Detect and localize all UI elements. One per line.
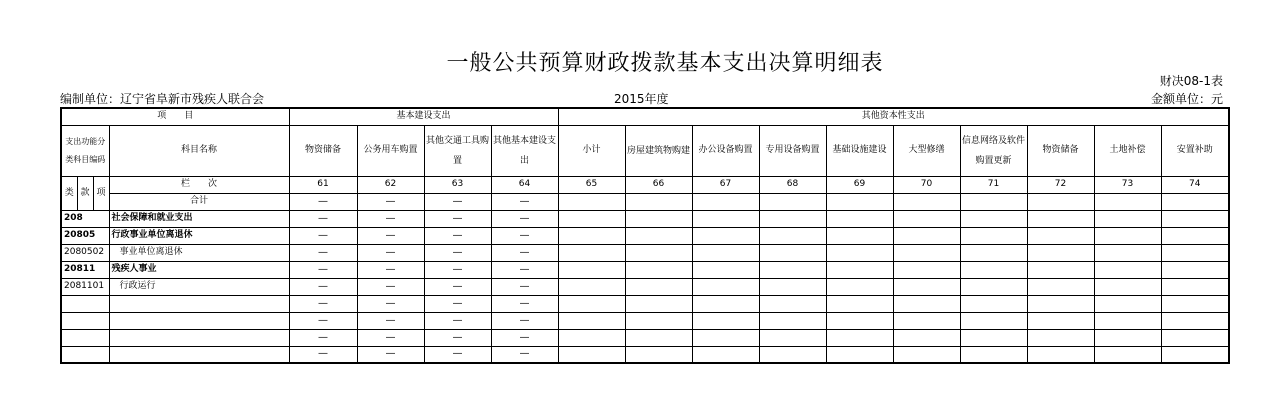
dash-cell: — (491, 346, 558, 363)
dash-cell: — (357, 295, 424, 312)
empty-cell (826, 346, 893, 363)
empty-cell (960, 278, 1027, 295)
empty-cell (759, 346, 826, 363)
dash-cell: — (424, 295, 491, 312)
empty-cell (1027, 278, 1094, 295)
empty-cell (625, 261, 692, 278)
empty-cell (1027, 329, 1094, 346)
dash-cell: — (357, 329, 424, 346)
col-num: 67 (692, 176, 759, 193)
table-row (61, 278, 1229, 295)
row-name (109, 329, 289, 346)
dash-cell: — (424, 278, 491, 295)
row-code (61, 346, 109, 363)
row-name (109, 295, 289, 312)
empty-cell (1094, 329, 1161, 346)
col-header: 小计 (558, 125, 625, 176)
empty-cell (826, 295, 893, 312)
empty-cell (826, 261, 893, 278)
empty-cell (1027, 227, 1094, 244)
empty-cell (759, 278, 826, 295)
empty-cell (759, 329, 826, 346)
empty-cell (692, 244, 759, 261)
empty-cell (558, 329, 625, 346)
empty-cell (893, 244, 960, 261)
dash-cell: — (424, 329, 491, 346)
empty-cell (893, 312, 960, 329)
empty-cell (1094, 210, 1161, 227)
dash-cell: — (491, 261, 558, 278)
dash-cell: — (491, 244, 558, 261)
empty-cell (893, 210, 960, 227)
empty-cell (1027, 295, 1094, 312)
fiscal-year: 2015年度 (614, 92, 669, 106)
empty-cell (1161, 329, 1229, 346)
empty-cell (893, 295, 960, 312)
row-name: 行政运行 (109, 278, 289, 295)
empty-cell (1027, 346, 1094, 363)
empty-cell (1161, 312, 1229, 329)
dash-cell: — (289, 295, 357, 312)
col-header: 其他基本建设支出 (491, 125, 558, 176)
empty-cell (558, 295, 625, 312)
empty-cell (826, 312, 893, 329)
header-project: 项 目 (61, 108, 289, 125)
col-header: 信息网络及软件购置更新 (960, 125, 1027, 176)
empty-cell (1094, 261, 1161, 278)
empty-cell (1161, 227, 1229, 244)
row-name: 行政事业单位离退休 (109, 227, 289, 244)
row-code: 208 (61, 210, 109, 227)
dash-cell: — (289, 346, 357, 363)
dash-cell: — (289, 261, 357, 278)
empty-cell (893, 346, 960, 363)
col-num: 72 (1027, 176, 1094, 193)
col-header: 专用设备购置 (759, 125, 826, 176)
empty-cell (625, 346, 692, 363)
empty-cell (759, 227, 826, 244)
empty-cell (692, 295, 759, 312)
table-row (61, 261, 1229, 278)
empty-cell (960, 261, 1027, 278)
empty-cell (1094, 295, 1161, 312)
col-header: 公务用车购置 (357, 125, 424, 176)
empty-cell (960, 244, 1027, 261)
dash-cell: — (289, 278, 357, 295)
empty-cell (759, 210, 826, 227)
dash-cell: — (357, 312, 424, 329)
dash-cell: — (424, 261, 491, 278)
budget-table (60, 107, 1230, 364)
dash-cell: — (289, 210, 357, 227)
col-header: 安置补助 (1161, 125, 1229, 176)
row-code: 20811 (61, 261, 109, 278)
table-row (61, 210, 1229, 227)
dash-cell: — (424, 227, 491, 244)
dash-cell: — (424, 193, 491, 210)
row-code (61, 295, 109, 312)
dash-cell: — (289, 193, 357, 210)
row-code (61, 329, 109, 346)
dash-cell: — (491, 193, 558, 210)
col-header: 大型修缮 (893, 125, 960, 176)
dash-cell: — (357, 193, 424, 210)
col-num: 61 (289, 176, 357, 193)
header-subject-name: 科目名称 (109, 125, 289, 176)
header-lei: 类 (61, 176, 77, 210)
empty-cell (1094, 312, 1161, 329)
total-label: 合计 (109, 193, 289, 210)
empty-cell (625, 312, 692, 329)
empty-cell (893, 278, 960, 295)
row-code (61, 312, 109, 329)
empty-cell (1027, 210, 1094, 227)
col-num: 64 (491, 176, 558, 193)
table-row (61, 295, 1229, 312)
empty-cell (558, 312, 625, 329)
empty-cell (625, 244, 692, 261)
header-kuan: 款 (77, 176, 93, 210)
table-row (61, 227, 1229, 244)
table-row (61, 329, 1229, 346)
row-name: 社会保障和就业支出 (109, 210, 289, 227)
dash-cell: — (491, 210, 558, 227)
col-num: 65 (558, 176, 625, 193)
col-num: 74 (1161, 176, 1229, 193)
table-row (61, 244, 1229, 261)
table-row (61, 346, 1229, 363)
empty-cell (893, 227, 960, 244)
empty-cell (893, 261, 960, 278)
empty-cell (558, 278, 625, 295)
col-num: 73 (1094, 176, 1161, 193)
empty-cell (625, 278, 692, 295)
col-header: 其他交通工具购置 (424, 125, 491, 176)
col-header: 物资储备 (289, 125, 357, 176)
reporting-unit: 编制单位：辽宁省阜新市残疾人联合会 (60, 92, 265, 106)
dash-cell: — (357, 210, 424, 227)
dash-cell: — (289, 227, 357, 244)
empty-cell (1094, 346, 1161, 363)
empty-cell (558, 261, 625, 278)
col-num: 71 (960, 176, 1027, 193)
empty-cell (692, 210, 759, 227)
empty-cell (826, 244, 893, 261)
empty-cell (1161, 244, 1229, 261)
empty-cell (826, 227, 893, 244)
empty-cell (1161, 210, 1229, 227)
empty-cell (625, 227, 692, 244)
table-number: 财决08-1表 (1159, 74, 1223, 88)
row-name (109, 346, 289, 363)
empty-cell (558, 210, 625, 227)
empty-cell (692, 278, 759, 295)
dash-cell: — (424, 312, 491, 329)
dash-cell: — (357, 278, 424, 295)
empty-cell (1161, 261, 1229, 278)
empty-cell (1027, 244, 1094, 261)
col-num: 63 (424, 176, 491, 193)
empty-cell (625, 295, 692, 312)
col-header: 基础设施建设 (826, 125, 893, 176)
col-num: 69 (826, 176, 893, 193)
dash-cell: — (424, 210, 491, 227)
dash-cell: — (289, 244, 357, 261)
row-code: 20805 (61, 227, 109, 244)
dash-cell: — (289, 329, 357, 346)
col-header: 土地补偿 (1094, 125, 1161, 176)
col-header: 房屋建筑物购建 (625, 125, 692, 176)
empty-cell (826, 210, 893, 227)
col-num: 62 (357, 176, 424, 193)
col-num: 66 (625, 176, 692, 193)
empty-cell (625, 210, 692, 227)
empty-cell (1161, 346, 1229, 363)
dash-cell: — (357, 261, 424, 278)
empty-cell (1161, 295, 1229, 312)
row-code: 2081101 (61, 278, 109, 295)
row-name: 残疾人事业 (109, 261, 289, 278)
empty-cell (692, 329, 759, 346)
amount-unit: 金额单位：元 (1150, 92, 1223, 106)
dash-cell: — (424, 244, 491, 261)
col-num: 68 (759, 176, 826, 193)
empty-cell (692, 261, 759, 278)
empty-cell (1027, 261, 1094, 278)
empty-cell (960, 312, 1027, 329)
row-name: 事业单位离退休 (109, 244, 289, 261)
empty-cell (826, 329, 893, 346)
empty-cell (960, 346, 1027, 363)
header-basic-construction: 基本建设支出 (289, 108, 558, 125)
row-name (109, 312, 289, 329)
empty-cell (759, 244, 826, 261)
page-title: 一般公共预算财政拨款基本支出决算明细表 (446, 51, 884, 76)
col-num: 70 (893, 176, 960, 193)
dash-cell: — (491, 312, 558, 329)
table-row (61, 312, 1229, 329)
dash-cell: — (491, 329, 558, 346)
dash-cell: — (491, 295, 558, 312)
header-other-capital: 其他资本性支出 (558, 108, 1229, 125)
dash-cell: — (424, 346, 491, 363)
dash-cell: — (289, 312, 357, 329)
empty-cell (1094, 227, 1161, 244)
dash-cell: — (357, 244, 424, 261)
empty-cell (558, 346, 625, 363)
dash-cell: — (357, 346, 424, 363)
empty-cell (692, 346, 759, 363)
empty-cell (625, 329, 692, 346)
empty-cell (759, 295, 826, 312)
header-xiang: 项 (93, 176, 109, 210)
empty-cell (960, 227, 1027, 244)
empty-cell (759, 312, 826, 329)
empty-cell (1027, 312, 1094, 329)
empty-cell (1094, 278, 1161, 295)
dash-cell: — (491, 278, 558, 295)
empty-cell (1161, 278, 1229, 295)
header-lanci: 栏 次 (109, 176, 289, 193)
row-code: 2080502 (61, 244, 109, 261)
col-header: 物资储备 (1027, 125, 1094, 176)
empty-cell (960, 329, 1027, 346)
empty-cell (692, 312, 759, 329)
empty-cell (558, 227, 625, 244)
col-header: 办公设备购置 (692, 125, 759, 176)
empty-cell (960, 295, 1027, 312)
empty-cell (692, 227, 759, 244)
empty-cell (558, 244, 625, 261)
empty-cell (1094, 244, 1161, 261)
empty-cell (759, 261, 826, 278)
empty-cell (826, 278, 893, 295)
dash-cell: — (491, 227, 558, 244)
empty-cell (893, 329, 960, 346)
empty-cell (960, 210, 1027, 227)
header-func-class: 支出功能分类科目编码 (61, 125, 109, 176)
dash-cell: — (357, 227, 424, 244)
